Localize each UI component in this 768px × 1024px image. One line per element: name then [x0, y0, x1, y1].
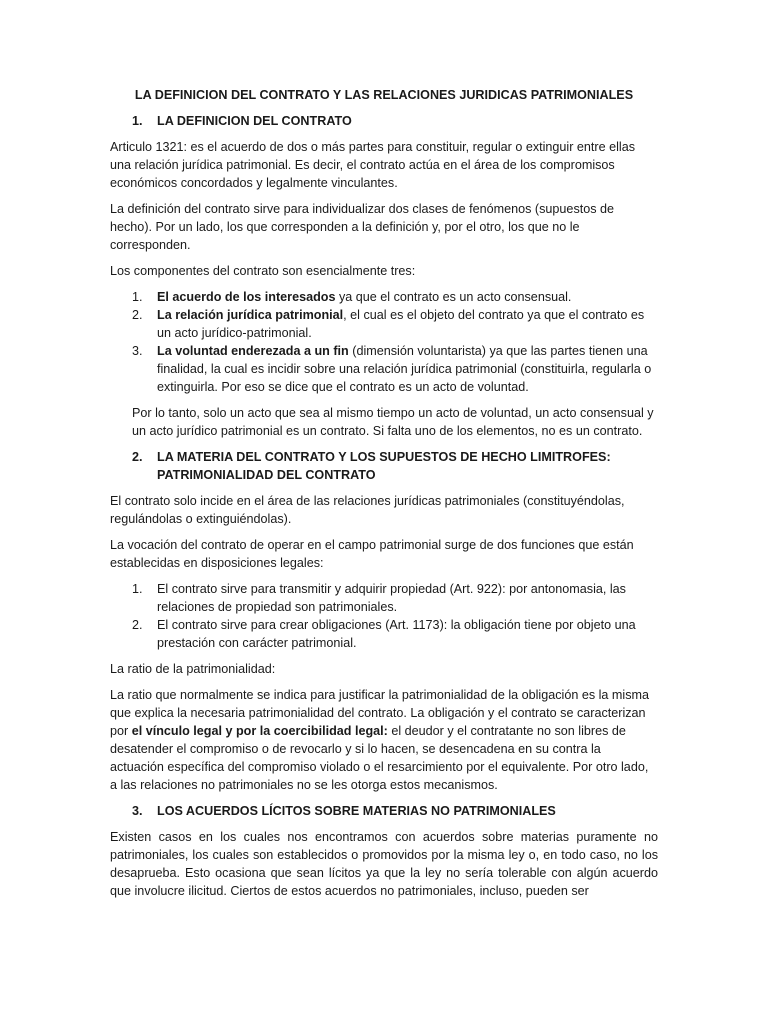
- components-list: [132, 288, 658, 396]
- list-text: [157, 306, 658, 342]
- list-text: El contrato sirve para transmitir y adquirir propiedad (Art. 922): por antonomasia, las relaciones de propiedad son patrimoniales.: [157, 582, 626, 614]
- functions-list: [132, 580, 658, 652]
- list-text: [157, 288, 571, 306]
- paragraph-part: el deudor y el contratante no son libres de desatender el compromiso o de revocarlo y si lo hacen, se desencadena en su contra la actuación específica del compromiso violado o el resarcimiento por el equivalente. Por otro lado, a las relaciones no patrimoniales no se les otorga estos mecanismos.: [110, 724, 649, 792]
- paragraph: Existen casos en los cuales nos encontramos con acuerdos sobre materias puramente no patrimoniales, los cuales son establecidos o promovidos por la misma ley o, en todo caso, no los desaprueba. Esto ocasiona que sean lícitos ya que la ley no sería tolerable con algún acuerdo que involucre ilicitud. Ciertos de estos acuerdos no patrimoniales, incluso, pueden ser: [110, 830, 658, 898]
- list-text: [157, 342, 658, 396]
- list-bold: La relación jurídica patrimonial: [157, 308, 344, 322]
- list-item: [132, 616, 658, 652]
- list-item: [132, 306, 658, 342]
- list-number: 1.: [132, 582, 143, 596]
- bold-phrase: el vínculo legal y por la coercibilidad legal:: [131, 724, 388, 738]
- paragraph: Por lo tanto, solo un acto que sea al mismo tiempo un acto de voluntad, un acto consensual y un acto jurídico patrimonial es un contrato. Si falta uno de los elementos, no es un contrato.: [132, 406, 654, 438]
- list-rest: (dimensión voluntarista) ya que las partes tienen una finalidad, la cual es incidir sobre una relación jurídica patrimonial (constituirla, regularla o extinguirla. Por eso se dice que el contrato es un acto de voluntad.: [157, 344, 652, 394]
- list-item: [132, 580, 658, 616]
- section-title: LOS ACUERDOS LÍCITOS SOBRE MATERIAS NO PATRIMONIALES: [157, 804, 556, 818]
- list-bold: El acuerdo de los interesados: [157, 290, 336, 304]
- paragraph: Los componentes del contrato son esencialmente tres:: [110, 264, 416, 278]
- list-number: 1.: [132, 290, 143, 304]
- list-item: [132, 342, 658, 396]
- section-heading-2: [132, 448, 658, 484]
- list-number: 3.: [132, 344, 143, 358]
- list-rest: , el cual es el objeto del contrato ya que el contrato es un acto jurídico-patrimonial.: [157, 308, 645, 340]
- section-number: 1.: [132, 114, 143, 128]
- paragraph-part: La ratio que normalmente se indica para justificar la patrimonialidad de la obligación es la misma que explica la necesaria patrimonialidad del contrato. La obligación y el contrato se caracterizan por: [110, 688, 650, 738]
- list-number: 2.: [132, 618, 143, 632]
- paragraph: [110, 686, 658, 794]
- section-heading-3: [132, 802, 658, 820]
- list-rest: ya que el contrato es un acto consensual.: [335, 290, 572, 304]
- list-item: [132, 288, 658, 306]
- paragraph: La vocación del contrato de operar en el campo patrimonial surge de dos funciones que están establecidas en disposiciones legales:: [110, 538, 634, 570]
- section-number: 2.: [132, 450, 143, 464]
- section-title: LA DEFINICION DEL CONTRATO: [157, 114, 352, 128]
- paragraph: La ratio de la patrimonialidad:: [110, 662, 276, 676]
- paragraph: Articulo 1321: es el acuerdo de dos o más partes para constituir, regular o extinguir entre ellas una relación jurídica patrimonial. Es decir, el contrato actúa en el área de los compromisos económicos concordados y legalmente vinculantes.: [110, 140, 636, 190]
- paragraph: La definición del contrato sirve para individualizar dos clases de fenómenos (supuestos de hecho). Por un lado, los que corresponden a la definición y, por el otro, los que no le corresponden.: [110, 202, 615, 252]
- section-title: LA MATERIA DEL CONTRATO Y LOS SUPUESTOS DE HECHO LIMITROFES: PATRIMONIALIDAD DEL CONTRATO: [157, 450, 611, 482]
- paragraph: El contrato solo incide en el área de las relaciones jurídicas patrimoniales (constituyéndolas, regulándolas o extinguiéndolas).: [110, 494, 625, 526]
- document-body: [110, 86, 658, 908]
- section-heading-1: [132, 112, 658, 130]
- section-number: 3.: [132, 804, 143, 818]
- document-title: LA DEFINICION DEL CONTRATO Y LAS RELACIONES JURIDICAS PATRIMONIALES: [134, 88, 634, 102]
- list-text: El contrato sirve para crear obligaciones (Art. 1173): la obligación tiene por objeto una prestación con carácter patrimonial.: [157, 618, 636, 650]
- list-number: 2.: [132, 308, 143, 322]
- list-bold: La voluntad enderezada a un fin: [157, 344, 349, 358]
